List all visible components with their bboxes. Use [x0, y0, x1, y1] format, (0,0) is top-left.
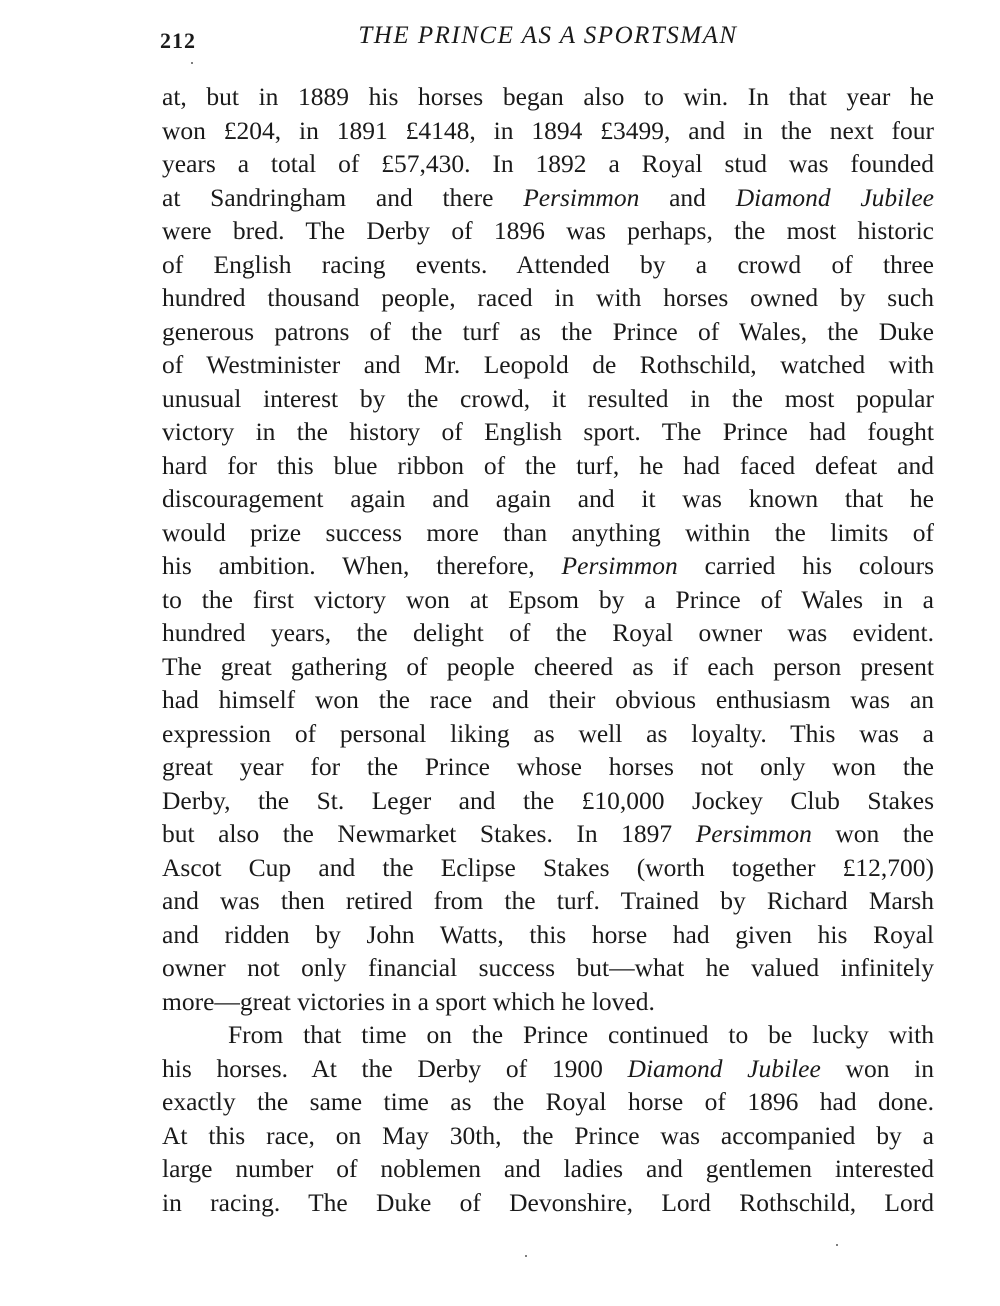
text-line: [162, 415, 934, 449]
line-text: large number of noblemen and ladies and gentlemen interested: [162, 1154, 934, 1183]
italic-title: Persimmon: [523, 182, 640, 212]
text-line: [162, 951, 934, 985]
paragraph-2: [162, 1018, 934, 1219]
text-line: [162, 717, 934, 751]
text-line: [162, 583, 934, 617]
line-text: hundred years, the delight of the Royal owner was evident.: [162, 618, 934, 647]
line-text: won the: [811, 819, 934, 848]
text-line: [162, 1052, 934, 1086]
line-text: The great gathering of people cheered as if each person present: [162, 651, 934, 681]
line-text: Ascot Cup and the Eclipse Stakes (worth together £12,700): [162, 852, 934, 882]
body-text: [162, 80, 934, 1219]
running-title: THE PRINCE AS A SPORTSMAN: [358, 22, 738, 49]
line-text: won £204, in 1891 £4148, in 1894 £3499, and in the next four: [162, 115, 934, 145]
text-line: [162, 985, 934, 1019]
text-line: [162, 181, 934, 215]
text-line: [162, 147, 934, 181]
text-line: [162, 683, 934, 717]
text-line: [162, 114, 934, 148]
line-text: his ambition. When, therefore,: [162, 551, 562, 580]
text-line: [162, 214, 934, 248]
line-text: Derby, the St. Leger and the £10,000 Jockey Club Stakes: [162, 785, 934, 815]
italic-title: Diamond Jubilee: [735, 182, 934, 212]
text-line: [162, 248, 934, 282]
line-text: had himself won the race and their obvious enthusiasm was an: [162, 685, 934, 714]
page-header: [160, 22, 936, 58]
line-text: owner not only financial success but—what he valued infinitely: [162, 953, 934, 982]
text-line: [162, 1119, 934, 1153]
line-text: were bred. The Derby of 1896 was perhaps, the most historic: [162, 216, 934, 245]
text-line: [162, 382, 934, 416]
line-text: hundred thousand people, raced in with horses owned by such: [162, 283, 934, 312]
text-line: [162, 650, 934, 684]
line-text: at, but in 1889 his horses began also to win. In that year he: [162, 82, 934, 111]
text-line: [162, 750, 934, 784]
scan-speck: [525, 1255, 527, 1257]
line-text: years a total of £57,430. In 1892 a Royal stud was founded: [162, 149, 934, 178]
text-line: [162, 784, 934, 818]
scan-speck: [836, 1244, 838, 1246]
text-line: [162, 449, 934, 483]
scan-speck: [191, 62, 193, 64]
text-line: [162, 281, 934, 315]
line-text: of Westminister and Mr. Leopold de Rothschild, watched with: [162, 350, 934, 379]
text-line: [162, 348, 934, 382]
italic-title: Persimmon: [695, 819, 812, 848]
line-text: at Sandringham and there: [162, 182, 524, 212]
text-line: [162, 1186, 934, 1220]
text-line: [162, 1018, 934, 1052]
text-line: [162, 851, 934, 885]
line-text: discouragement again and again and it was known that he: [162, 484, 934, 513]
line-text: great year for the Prince whose horses not only won the: [162, 752, 934, 781]
text-line: [162, 482, 934, 516]
line-text: generous patrons of the turf as the Prince of Wales, the Duke: [162, 316, 934, 346]
line-text: his horses. At the Derby of 1900: [162, 1053, 628, 1083]
line-text: to the first victory won at Epsom by a Prince of Wales in a: [162, 584, 934, 614]
line-text: more—great victories in a sport which he loved.: [162, 986, 655, 1016]
line-text: and: [639, 182, 736, 212]
line-text: of English racing events. Attended by a crowd of three: [162, 249, 934, 279]
text-line: [162, 315, 934, 349]
line-text: and ridden by John Watts, this horse had given his Royal: [162, 919, 934, 949]
line-text: won in: [820, 1053, 934, 1083]
text-line: [162, 1152, 934, 1186]
text-line: [162, 884, 934, 918]
text-line: [162, 918, 934, 952]
text-line: [162, 1085, 934, 1119]
text-line: [162, 80, 934, 114]
line-text: but also the Newmarket Stakes. In 1897: [162, 819, 696, 848]
line-text: would prize success more than anything within the limits of: [162, 517, 934, 547]
line-text: unusual interest by the crowd, it resulted in the most popular: [162, 383, 934, 413]
italic-title: Diamond Jubilee: [627, 1053, 821, 1083]
line-text: victory in the history of English sport. The Prince had fought: [162, 417, 934, 446]
line-text: in racing. The Duke of Devonshire, Lord Rothschild, Lord: [162, 1187, 934, 1217]
paragraph-1: [162, 80, 934, 1018]
page-number: 212: [160, 28, 196, 53]
line-text: carried his colours: [677, 551, 934, 580]
text-line: [162, 616, 934, 650]
line-text: exactly the same time as the Royal horse of 1896 had done.: [162, 1087, 934, 1116]
line-text: expression of personal liking as well as loyalty. This was a: [162, 718, 934, 748]
italic-title: Persimmon: [561, 551, 678, 580]
line-text: At this race, on May 30th, the Prince was accompanied by a: [162, 1120, 934, 1150]
text-line: [162, 516, 934, 550]
line-text: hard for this blue ribbon of the turf, he had faced defeat and: [162, 450, 934, 480]
text-line: [162, 817, 934, 851]
line-text: From that time on the Prince continued to be lucky with: [228, 1020, 934, 1049]
line-text: and was then retired from the turf. Trained by Richard Marsh: [162, 886, 934, 915]
text-line: [162, 549, 934, 583]
